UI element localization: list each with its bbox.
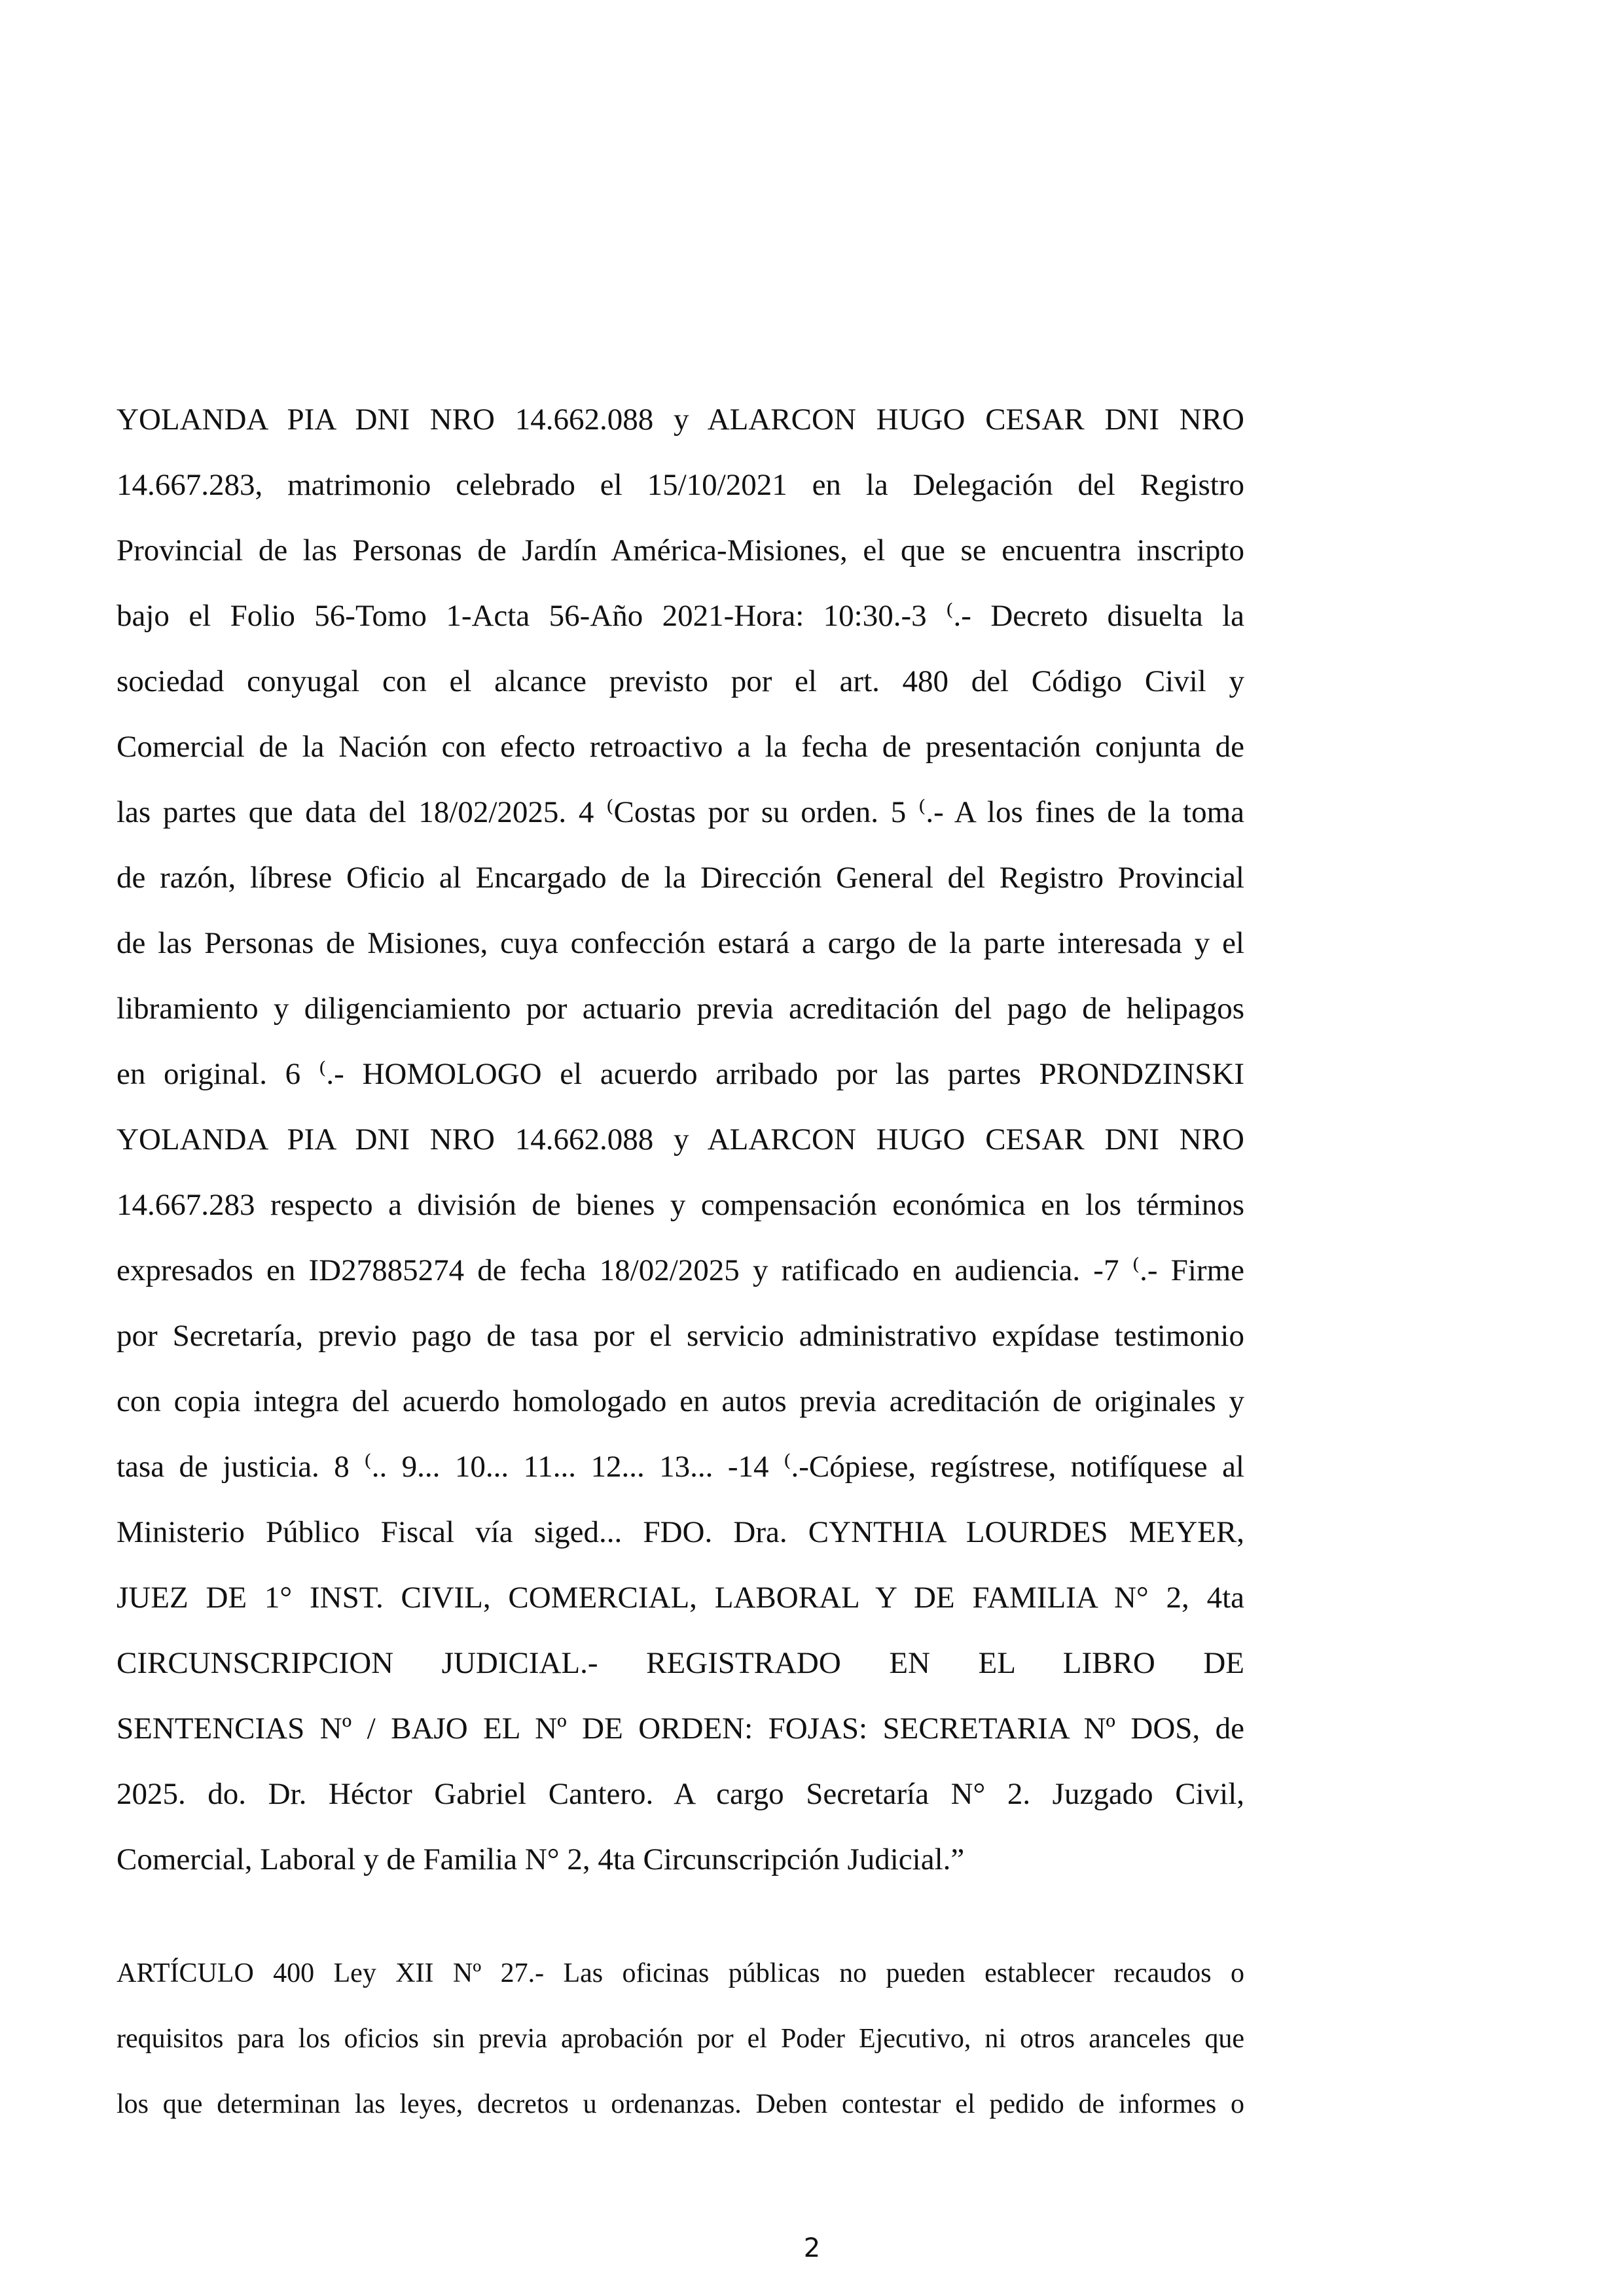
article-line: los que determinan las leyes, decretos u ordenanzas. Deben contestar el pedido de informes o (117, 2089, 1244, 2119)
body-line: Ministerio Público Fiscal vía siged... FDO. Dra. CYNTHIA LOURDES MEYER, (117, 1515, 1244, 1549)
body-line: Comercial de la Nación con efecto retroactivo a la fecha de presentación conjunta de (117, 730, 1244, 764)
page-number: 2 (803, 2233, 821, 2263)
body-line: expresados en ID27885274 de fecha 18/02/2025 y ratificado en audiencia. -7 ⁽.- Firme (117, 1253, 1244, 1287)
body-line: con copia integra del acuerdo homologado en autos previa acreditación de originales y (117, 1384, 1244, 1418)
body-line: CIRCUNSCRIPCION JUDICIAL.- REGISTRADO EN EL LIBRO DE (117, 1646, 1244, 1680)
body-line: 2025. do. Dr. Héctor Gabriel Cantero. A cargo Secretaría N° 2. Juzgado Civil, (117, 1777, 1244, 1811)
body-line: YOLANDA PIA DNI NRO 14.662.088 y ALARCON HUGO CESAR DNI NRO (117, 1122, 1244, 1157)
body-line: tasa de justicia. 8 ⁽.. 9... 10... 11... 12... 13... -14 ⁽.-Cópiese, regístrese, notifíquese al (117, 1450, 1244, 1484)
body-line: JUEZ DE 1° INST. CIVIL, COMERCIAL, LABORAL Y DE FAMILIA N° 2, 4ta (117, 1581, 1244, 1615)
body-line: Comercial, Laboral y de Familia N° 2, 4ta Circunscripción Judicial.” (117, 1842, 965, 1876)
body-line: sociedad conyugal con el alcance previsto por el art. 480 del Código Civil y (117, 664, 1244, 698)
body-line: libramiento y diligenciamiento por actuario previa acreditación del pago de helipagos (117, 992, 1244, 1026)
body-line: 14.667.283 respecto a división de bienes y compensación económica en los términos (117, 1188, 1244, 1222)
body-line: en original. 6 ⁽.- HOMOLOGO el acuerdo arribado por las partes PRONDZINSKI (117, 1057, 1244, 1091)
body-line: Provincial de las Personas de Jardín América-Misiones, el que se encuentra inscripto (117, 533, 1244, 567)
article-line: requisitos para los oficios sin previa aprobación por el Poder Ejecutivo, ni otros aranceles que (117, 2024, 1244, 2054)
body-line: bajo el Folio 56-Tomo 1-Acta 56-Año 2021-Hora: 10:30.-3 ⁽.- Decreto disuelta la (117, 599, 1244, 633)
body-line: SENTENCIAS Nº / BAJO EL Nº DE ORDEN: FOJAS: SECRETARIA Nº DOS, de (117, 1712, 1244, 1746)
body-line: 14.667.283, matrimonio celebrado el 15/10/2021 en la Delegación del Registro (117, 468, 1244, 502)
body-line: de las Personas de Misiones, cuya confección estará a cargo de la parte interesada y el (117, 926, 1244, 960)
article-line: ARTÍCULO 400 Ley XII Nº 27.- Las oficinas públicas no pueden establecer recaudos o (117, 1958, 1244, 1988)
body-line: por Secretaría, previo pago de tasa por el servicio administrativo expídase testimonio (117, 1319, 1244, 1353)
body-line: de razón, líbrese Oficio al Encargado de la Dirección General del Registro Provincial (117, 861, 1244, 895)
body-line: YOLANDA PIA DNI NRO 14.662.088 y ALARCON HUGO CESAR DNI NRO (117, 403, 1244, 437)
body-line: las partes que data del 18/02/2025. 4 ⁽Costas por su orden. 5 ⁽.- A los fines de la toma (117, 795, 1244, 829)
